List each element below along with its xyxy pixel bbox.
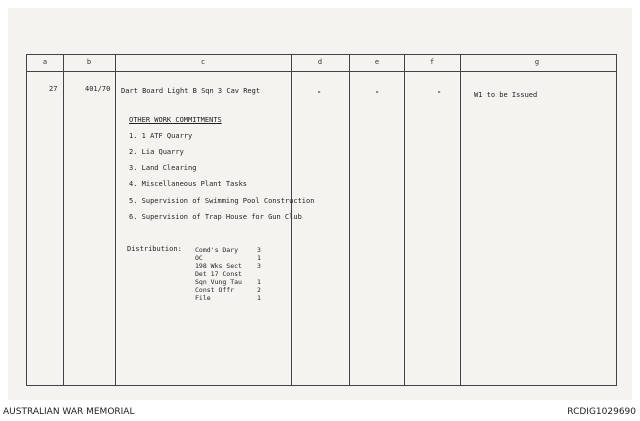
column-header-d: d (317, 58, 323, 66)
column-divider (115, 55, 116, 385)
task-description: Dart Board Light B Sqn 3 Cav Regt (121, 87, 261, 95)
distribution-name: 198 Wks Sect (195, 262, 242, 270)
remarks: W1 to be Issued (474, 91, 538, 99)
work-item: 1. 1 ATF Quarry (129, 132, 193, 140)
work-item: 4. Miscellaneous Plant Tasks (129, 180, 248, 188)
table-frame (26, 54, 617, 386)
column-header-g: g (534, 58, 540, 66)
distribution-label: Distribution: (127, 245, 182, 253)
distribution-name: File (195, 294, 211, 302)
column-header-f: f (429, 58, 435, 66)
distribution-qty: 1 (257, 294, 261, 302)
work-item: 3. Land Clearing (129, 164, 197, 172)
work-item: 2. Lia Quarry (129, 148, 184, 156)
work-item: 6. Supervision of Trap House for Gun Club (129, 213, 302, 221)
column-divider (63, 55, 64, 385)
distribution-name: Comd's Dary (195, 246, 239, 254)
column-header-e: e (374, 58, 380, 66)
column-header-a: a (42, 58, 48, 66)
footer-source: AUSTRALIAN WAR MEMORIAL (3, 407, 135, 417)
reference-number: 401/70 (85, 85, 111, 93)
other-work-heading: OTHER WORK COMMITMENTS (129, 116, 222, 124)
distribution-qty: 2 (257, 286, 261, 294)
work-item: 5. Supervision of Swimming Pool Construction (129, 197, 315, 205)
distribution-qty: 1 (257, 278, 261, 286)
distribution-qty: 3 (257, 246, 261, 254)
column-divider (460, 55, 461, 385)
column-divider (349, 55, 350, 385)
column-divider (404, 55, 405, 385)
column-header-b: b (86, 58, 92, 66)
distribution-name: OC (195, 254, 203, 262)
distribution-qty: 3 (257, 262, 261, 270)
distribution-qty: 1 (257, 254, 261, 262)
distribution-name: Det 17 Const (195, 270, 242, 278)
document-sheet (8, 8, 632, 400)
distribution-name: Const Offr (195, 286, 235, 294)
footer-reference: RCDIG1029690 (567, 407, 636, 417)
column-header-c: c (200, 58, 206, 66)
row-number: 27 (49, 85, 58, 93)
value-d: - (317, 88, 322, 96)
value-f: - (437, 88, 442, 96)
value-e: - (375, 88, 380, 96)
distribution-name: Sqn Vung Tau (195, 278, 242, 286)
